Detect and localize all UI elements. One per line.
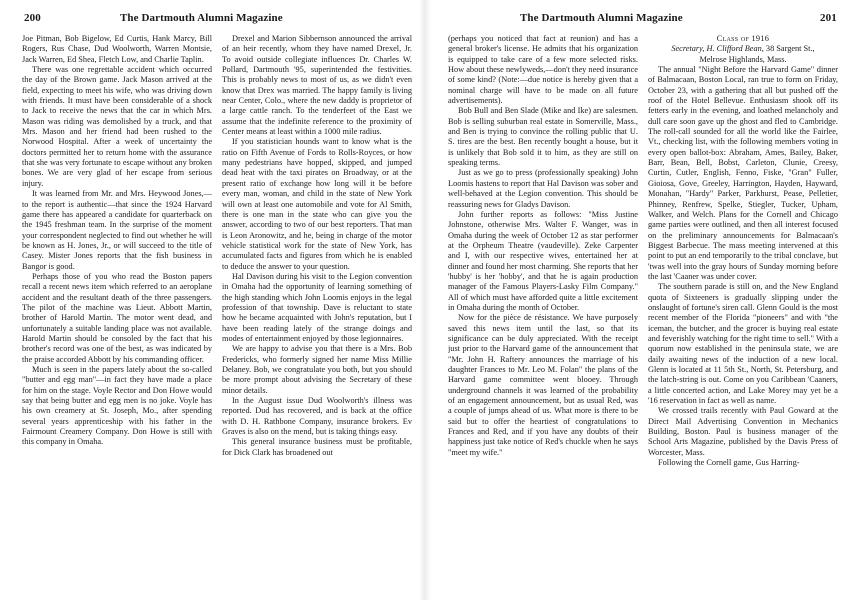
paragraph: Drexel and Marion Sibbernson announced the arrival of an heir recently, whom they have named Drexel, Jr. To avoid outside collegiate influences Dr. Charles W. Pollard, Dartmouth '95, superintended the festivities. This is probably news to most of us, as we didn't even know that Drex was married. The happy family is living near Center, Colo., where the new daddy is proprietor of a large cattle ranch. To the tenderfeet of the East we assume that the indefinite reference to the proximity of Center means at least within a 1000 mile radius. — [222, 34, 412, 137]
section-heading: Class of 1916 — [716, 34, 770, 43]
paragraph: It was learned from Mr. and Mrs. Heywood Jones,—to the report is authentic—that since the 1924 Harvard game there has appeared a candidate for quarterback on the 1945 freshman team. In the surprise of the moment your correspondent neglected to find out whether he will be known as H. Jones, Jr., or will succeed to the title of Casey. Mister Jones reports that the fish business in Bangor is good. — [22, 189, 212, 271]
right-running-title: The Dartmouth Alumni Magazine — [520, 12, 683, 24]
paragraph: Just as we go to press (professionally speaking) John Loomis hastens to report that Hal Davison was sober and well-behaved at the Legion convention. This should be reassuring news for Gladys Davison. — [448, 168, 638, 209]
left-page — [0, 0, 420, 600]
secretary-street: 38 Sargent St., — [765, 44, 815, 54]
left-column-2 — [222, 34, 412, 596]
secretary-line — [648, 44, 838, 54]
right-page — [432, 0, 852, 600]
paragraph: There was one regrettable accident which occurred the day of the Brown game. Jack Mason arrived at the field, expecting to meet his wife, who was driving down with friends. It must have been considerable of a shock to Jack to receive the news that the car in which Mrs. Mason was riding was demolished by a truck, and that Mrs. Mason and her friend had been rushed to the Norwood Hospital. After a week of uncertainty the doctors permitted her to return home with the assurance that she was very fortunate to escape without any broken bones. We are very glad of her escape from serious injury. — [22, 65, 212, 188]
paragraph: Much is seen in the papers lately about the so-called "butter and egg man"—in fact they have made a place for him on the stage. Voyle Rector and Don Howe would say that being butter and egg men is no joke. Voyle has his own creamery at St. Joseph, Mo., after spending several years apprenticeship with his father in the Fairmount Creamery Company. Don Howe is still with this company in Omaha. — [22, 365, 212, 447]
paragraph: (perhaps you noticed that fact at reunion) and has a general broker's license. He admits that his organization is equipped to take care of a few more selected risks. How about these newlyweds,—don't they need insurance of some kind? (Note:—due notice is hereby given that a nominal charge will have to be made on all future advertisements). — [448, 34, 638, 106]
secretary-name: H. Clifford Bean, — [706, 44, 764, 54]
paragraph: Now for the pièce de résistance. We have purposely saved this news item until the last, so that its significance can be duly appreciated. With the receipt just prior to the Harvard game of the announcement that "Mr. John H. Raftery announces the marriage of his daughter Frances to Mr. Leo M. Folan" the plans of the Harvard game committee went blooey. Through underground channels it was learned of the probability of an engagement announcement, but as usual Red, was a couple of jumps ahead of us. What more is there to be said but to offer the heartiest of congratulations to Frances and Red, and if you have any doubts of their happiness just take notice of Red's chuckle when he says "meet my wife." — [448, 313, 638, 457]
secretary-city: Melrose Highlands, Mass. — [699, 54, 787, 64]
paragraph: The southern parade is still on, and the New England quota of Sixteeners is gradually slipping under the onslaught of fortune's siren call. Glenn Gould is the most recent member of the Florida "pioneers" and with "the iceman, the butcher, and the grocer is buying real estate and feverishly watching for the right time to sell." With a quorum now established in the peninsula state, we are daily awaiting news of the induction of a new local. Glenn is located at 11 5th St., North, St. Petersburg, and the latch-string is out. Come on you Caribbean 'Caaners, a little concerted action, and Lake Morey may yet be a '16 reservation in fact as well as name. — [648, 282, 838, 406]
right-page-number: 201 — [820, 12, 837, 24]
left-page-number: 200 — [24, 12, 41, 24]
book-gutter — [420, 0, 432, 600]
paragraph: Bob Bull and Ben Slade (Mike and Ike) are salesmen. Bob is selling suburban real estate in Somerville, Mass., and Ben is trying to convince the rolling public that U. S. tires are the best. Ben recently bought a house, but it is unlikely that Bob sold it to him, as they are still on speaking terms. — [448, 106, 638, 168]
paragraph: Hal Davison during his visit to the Legion convention in Omaha had the opportunity of learning something of the high standing which John Loomis enjoys in the legal profession of that township. Dave is reluctant to state how he became acquainted with John's reputation, but I have been reading lately of the strange doings and modes of entertainment enjoyed by those legionnaires. — [222, 271, 412, 343]
right-column-1 — [448, 34, 638, 596]
paragraph: John further reports as follows: "Miss Justine Johnstone, otherwise Mrs. Walter F. Wanger, was in Omaha during the week of October 12 as star performer at the Orpheum Theatre (vaudeville). Zeke Carpenter and I, with our respective wives, entertained her at dinner and found her most charming. She reports that her 'hubby' is her 'hobby', and that he is again production manager of the Famous Players-Lasky Film Company." All of which must have afforded quite a little excitement in Omaha during the month of October. — [448, 209, 638, 312]
paragraph: If you statistician hounds want to know what is the ratio on Fifth Avenue of Fords to Rolls-Royces, or how many pedestrians have hopped, skipped, and jumped dead heat with the taxi pirates on Broadway, or at the present ratio of exchange how long will it be before every man, woman, and child in the state of New York will own at least one automobile and vote for Al Smith, there is one man in the state who can give you the answer, according to two of our best reporters. That man is Leon Aronowitz, and he, being in charge of the motor vehicle statistical work for the state of New York, has accumulated facts and figures from which he is enabled to deduce the answer to your question. — [222, 137, 412, 271]
paragraph: This general insurance business must be profitable, for Dick Clark has broadened out — [222, 437, 412, 457]
paragraph: The annual "Night Before the Harvard Game" dinner of Balmacaan, Boston Local, ran true to form on Friday, October 23, with a gathering that all but pushed off the roof of the Hotel Bellevue. Enthusiasm shook off its fetters early in the evening, and loathed melancholy and dull care soon gave up the ghost and fled to Cambridge. The roll-call sounded for all the world like the Fairlee, Vt., checking list, with the following members voting in every open ballot-box: Abraham, Ames, Bailey, Baker, Barr, Bean, Bell, Bobst, Carleton, Clunie, Creesy, Curtin, Cutler, English, Fenno, Fiske, "Gran" Fuller, Gioiosa, Gove, Greeley, Harrington, Hayden, Hayward, Monahan, "Hardy" Parker, Parkhurst, Pease, Pelletier, Phinney, Renfrew, Spelke, Stiegler, Tucker, Upham, Walker, and Welch. Plans for the Cornell and Chicago game parties were outlined, and then all interest focused on the preliminary announcements for Balmacaan's Biggest Barbecue. The mass meeting intervened at this point to put an end temporarily to the tribal conclave, but 'twas well into the gray hours of Sunday morning before the last 'Caaner was under cover. — [648, 65, 838, 281]
paragraph: Joe Pitman, Bob Bigelow, Ed Curtis, Hank Marcy, Bill Rogers, Rus Chase, Dud Woolworth, Warren Montsie, Jack Warren, Ed Shea, Fletch Low, and Charlie Taplin. — [22, 34, 212, 64]
paragraph: We are happy to advise you that there is a Mrs. Bob Fredericks, who formerly signed her name Miss Millie Delaney. Bob, we congratulate you both, but you should be more prompt about advising the Secretary of these minor details. — [222, 344, 412, 395]
paragraph: Perhaps those of you who read the Boston papers recall a recent news item which referred to an aeroplane accident and the resultant death of the three passengers. The pilot of the machine was Lieut. Abbott Martin, brother of Harold Martin. The motor went dead, and unfortunately a suitable landing place was not available. Harold Martin should be consoled by the fact that his brother's record was one of the best, as was indicated by the praise accorded Abbott by his commanding officer. — [22, 271, 212, 364]
left-column-1 — [22, 34, 212, 596]
right-column-2 — [648, 34, 838, 596]
paragraph: Following the Cornell game, Gus Harring- — [658, 458, 800, 468]
paragraph: We crossed trails recently with Paul Goward at the Direct Mail Advertising Convention in Mechanics Building, Boston. Paul is business manager of the School Arts Magazine, published by the Davis Press of Worcester, Mass. — [648, 406, 838, 457]
left-running-title: The Dartmouth Alumni Magazine — [120, 12, 283, 24]
secretary-label: Secretary, — [671, 44, 705, 54]
paragraph: In the August issue Dud Woolworth's illness was reported. Dud has recovered, and is back at the office with D. H. Rathbone Company, insurance brokers. Ev Graves is also on the mend, but is taking things easy. — [222, 396, 412, 437]
